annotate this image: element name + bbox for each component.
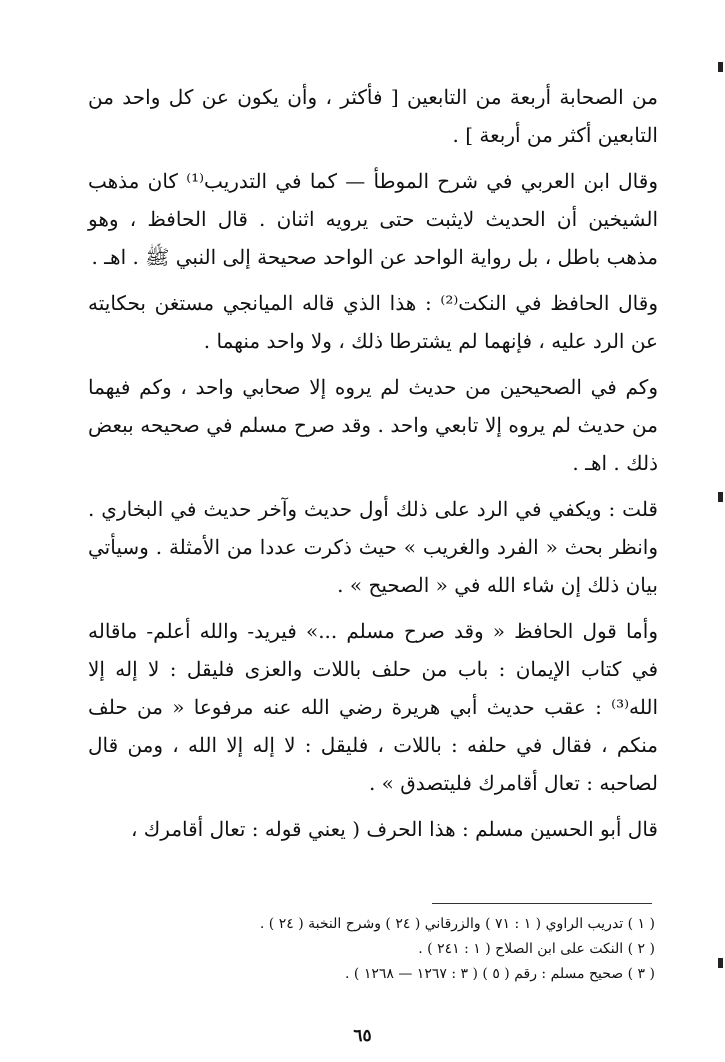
scan-edge-mark bbox=[718, 958, 723, 968]
paragraph-1: من الصحابة أربعة من التابعين [ فأكثر ، وأن يكون عن كل واحد من التابعين أكثر من أربعة ] . bbox=[88, 85, 658, 147]
paragraph-2: وقال ابن العربي في شرح الموطأ — كما في التدريب⁽¹⁾ كان مذهب الشيخين أن الحديث لايثبت حتى يرويه اثنان . قال الحافظ ، وهو مذهب باطل ، بل رواية الواحد عن الواحد صحيحة إلى النبي ﷺ . اهـ . bbox=[88, 169, 658, 269]
footnote-2: ( ٢ ) النكت على ابن الصلاح ( ١ : ٢٤١ ) . bbox=[418, 941, 655, 957]
page-number: ٦٥ bbox=[353, 1026, 372, 1046]
page-body bbox=[88, 78, 658, 856]
footnote-1: ( ١ ) تدريب الراوي ( ١ : ٧١ ) والزرقاني ( ٢٤ ) وشرح النخبة ( ٢٤ ) . bbox=[259, 916, 655, 932]
footnote-divider bbox=[432, 903, 652, 904]
footnotes bbox=[150, 912, 655, 987]
scan-edge-mark bbox=[718, 62, 723, 72]
paragraph-6: وأما قول الحافظ « وقد صرح مسلم ...» فيريد- والله أعلم- ماقاله في كتاب الإيمان : باب من حلف باللات والعزى فليقل : لا إله إلا الله⁽³⁾ : عقب حديث أبي هريرة رضي الله عنه مرفوعا « من حلف منكم ، فقال في حلفه : باللات ، فليقل : لا إله إلا الله ، ومن قال لصاحبه : تعال أقامرك فليتصدق » . bbox=[88, 619, 658, 795]
paragraph-3: وقال الحافظ في النكت⁽²⁾ : هذا الذي قاله الميانجي مستغن بحكايته عن الرد عليه ، فإنهما لم يشترطا ذلك ، ولا واحد منهما . bbox=[88, 291, 658, 353]
footnote-3: ( ٣ ) صحيح مسلم : رقم ( ٥ ) ( ٣ : ١٢٦٧ — ١٢٦٨ ) . bbox=[345, 966, 655, 982]
scan-edge-mark bbox=[718, 492, 723, 502]
paragraph-5: قلت : ويكفي في الرد على ذلك أول حديث وآخر حديث في البخاري . وانظر بحث « الفرد والغريب » حيث ذكرت عددا من الأمثلة . وسيأتي بيان ذلك إن شاء الله في « الصحيح » . bbox=[88, 497, 658, 597]
paragraph-4: وكم في الصحيحين من حديث لم يروه إلا صحابي واحد ، وكم فيهما من حديث لم يروه إلا تابعي واحد . وقد صرح مسلم في صحيحه ببعض ذلك . اهـ . bbox=[88, 375, 658, 475]
paragraph-7: قال أبو الحسين مسلم : هذا الحرف ( يعني قوله : تعال أقامرك ، bbox=[130, 817, 658, 841]
